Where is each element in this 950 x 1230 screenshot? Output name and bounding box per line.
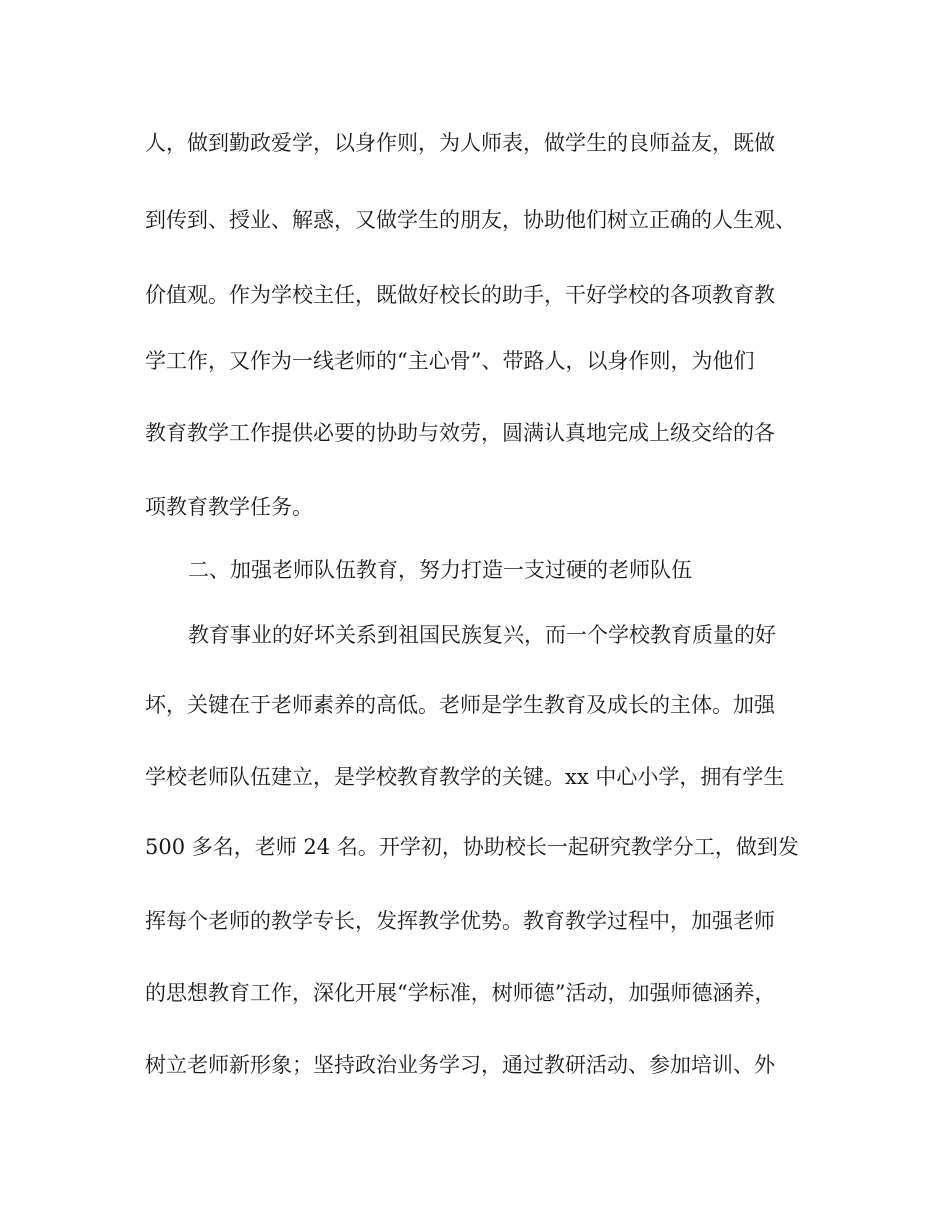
text-line: 树立老师新形象；坚持政治业务学习，通过教研活动、参加培训、外 bbox=[145, 1053, 775, 1077]
section-heading: 二、加强老师队伍教育，努力打造一支过硬的老师队伍 bbox=[188, 558, 692, 582]
text-line: 人，做到勤政爱学，以身作则，为人师表，做学生的良师益友，既做 bbox=[145, 131, 775, 155]
text-line: 挥每个老师的教学专长，发挥教学优势。教育教学过程中，加强老师 bbox=[145, 909, 775, 933]
text-line: 的思想教育工作，深化开展“学标准，树师德”活动，加强师德涵养， bbox=[145, 981, 776, 1005]
text-line: 坏，关键在于老师素养的高低。老师是学生教育及成长的主体。加强 bbox=[145, 693, 775, 717]
text-line: 价值观。作为学校主任，既做好校长的助手，干好学校的各项教育教 bbox=[145, 283, 775, 307]
text-line: 学校老师队伍建立，是学校教育教学的关键。xx 中心小学，拥有学生 bbox=[145, 765, 785, 789]
text-line: 教育教学工作提供必要的协助与效劳，圆满认真地完成上级交给的各 bbox=[145, 421, 775, 445]
text-line: 学工作，又作为一线老师的“主心骨”、带路人，以身作则，为他们 bbox=[145, 349, 755, 373]
paragraph-first-line: 教育事业的好坏关系到祖国民族复兴，而一个学校教育质量的好 bbox=[188, 623, 776, 647]
text-line: 500 多名，老师 24 名。开学初，协助校长一起研究教学分工，做到发 bbox=[145, 835, 799, 859]
text-line: 项教育教学任务。 bbox=[145, 495, 313, 519]
text-line: 到传到、授业、解惑，又做学生的朋友，协助他们树立正确的人生观、 bbox=[145, 208, 796, 232]
